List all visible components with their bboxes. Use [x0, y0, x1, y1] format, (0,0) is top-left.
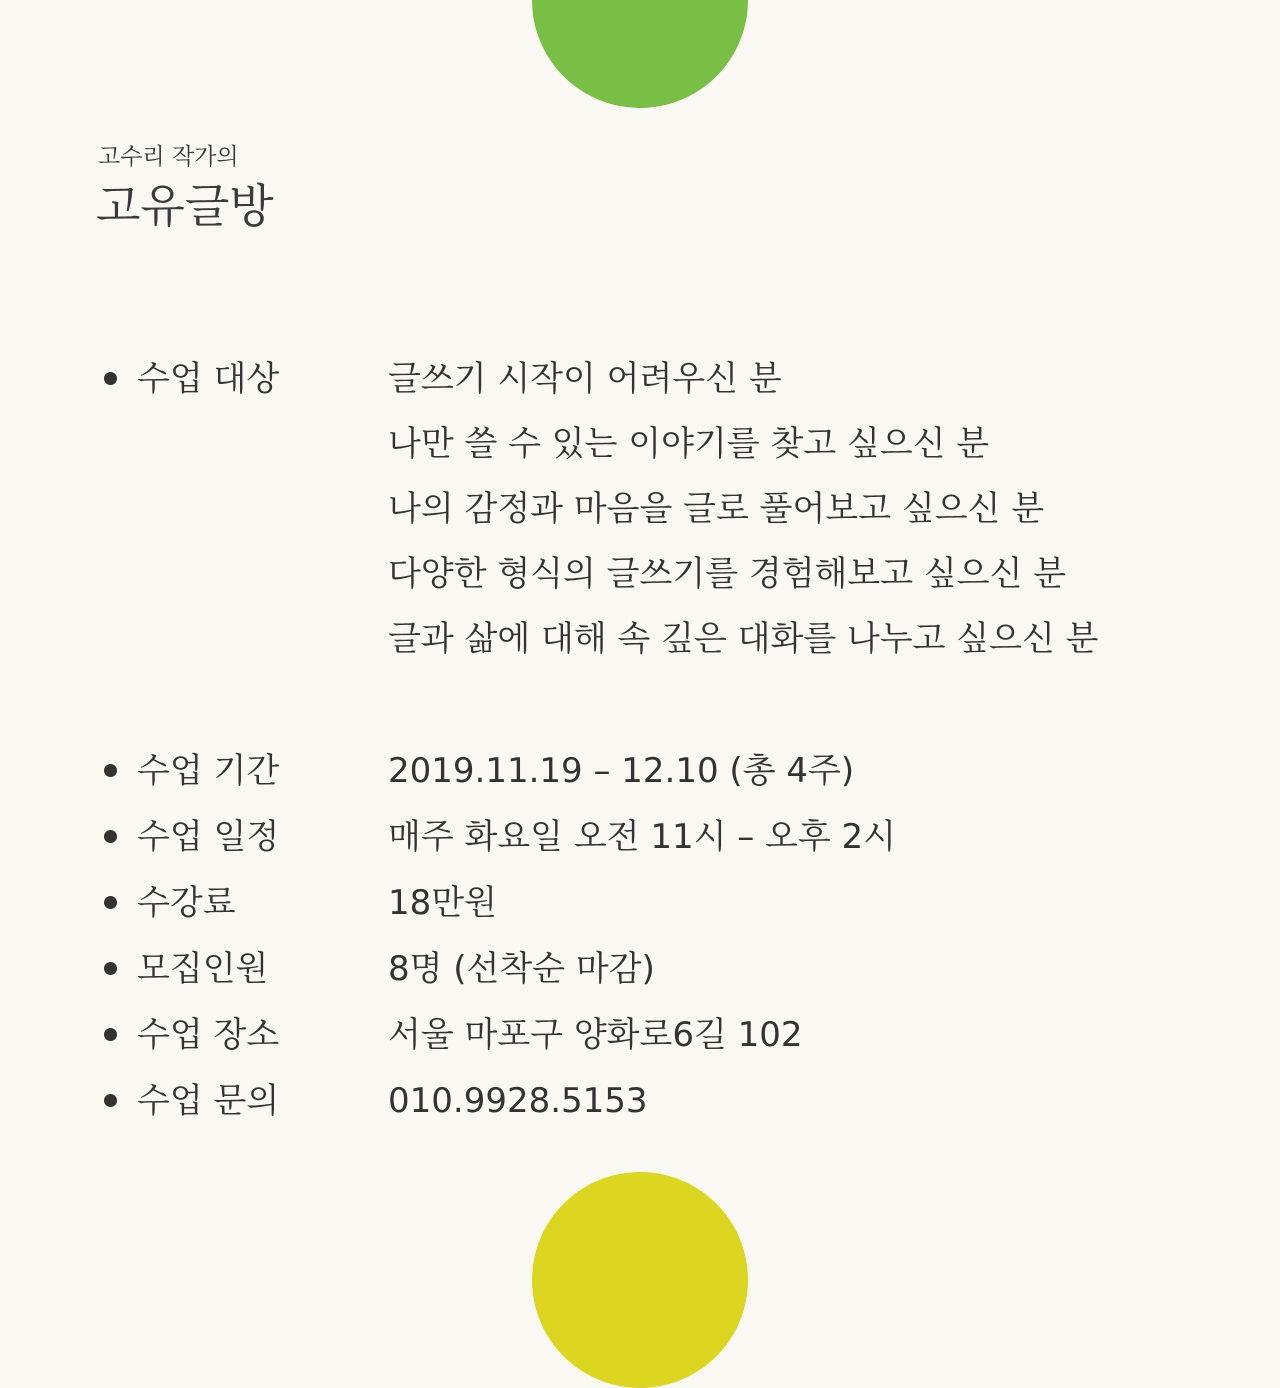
page-subtitle: 고수리 작가의 — [98, 144, 239, 170]
target-audience-item: 나만 쓸 수 있는 이야기를 찾고 싶으신 분 — [388, 424, 990, 464]
info-label-capacity: 모집인원 — [137, 949, 269, 989]
info-value-period: 2019.11.19 – 12.10 (총 4주) — [388, 751, 855, 791]
info-row-period — [0, 746, 1280, 796]
target-audience-list — [388, 358, 1099, 683]
bullet-icon — [104, 962, 117, 975]
info-row-capacity — [0, 944, 1280, 994]
info-label-schedule: 수업 일정 — [137, 817, 280, 857]
info-label-location: 수업 장소 — [137, 1015, 280, 1055]
bullet-icon — [104, 764, 117, 777]
bullet-icon — [104, 372, 117, 385]
target-audience-item: 다양한 형식의 글쓰기를 경험해보고 싶으신 분 — [388, 554, 1067, 594]
bullet-icon — [104, 896, 117, 909]
info-row-schedule — [0, 812, 1280, 862]
info-label-period: 수업 기간 — [137, 751, 280, 791]
bullet-icon — [104, 1094, 117, 1107]
info-value-location: 서울 마포구 양화로6길 102 — [388, 1015, 803, 1055]
info-label-contact: 수업 문의 — [137, 1081, 280, 1121]
bottom-decorative-circle — [532, 1172, 748, 1388]
info-value-capacity: 8명 (선착순 마감) — [388, 949, 655, 989]
page-title: 고유글방 — [96, 179, 274, 233]
bullet-icon — [104, 1028, 117, 1041]
info-value-fee: 18만원 — [388, 883, 497, 923]
info-value-contact: 010.9928.5153 — [388, 1081, 648, 1121]
top-decorative-circle — [532, 0, 748, 108]
info-label-fee: 수강료 — [137, 883, 236, 923]
info-label-target: 수업 대상 — [137, 359, 280, 399]
info-value-schedule: 매주 화요일 오전 11시 – 오후 2시 — [388, 817, 897, 857]
target-audience-item: 나의 감정과 마음을 글로 풀어보고 싶으신 분 — [388, 489, 1045, 529]
info-row-fee — [0, 878, 1280, 928]
target-audience-item: 글쓰기 시작이 어려우신 분 — [388, 359, 782, 399]
target-audience-item: 글과 삶에 대해 속 깊은 대화를 나누고 싶으신 분 — [388, 619, 1099, 659]
info-row-location — [0, 1010, 1280, 1060]
info-row-target — [0, 354, 1280, 659]
info-row-contact — [0, 1076, 1280, 1126]
bullet-icon — [104, 830, 117, 843]
